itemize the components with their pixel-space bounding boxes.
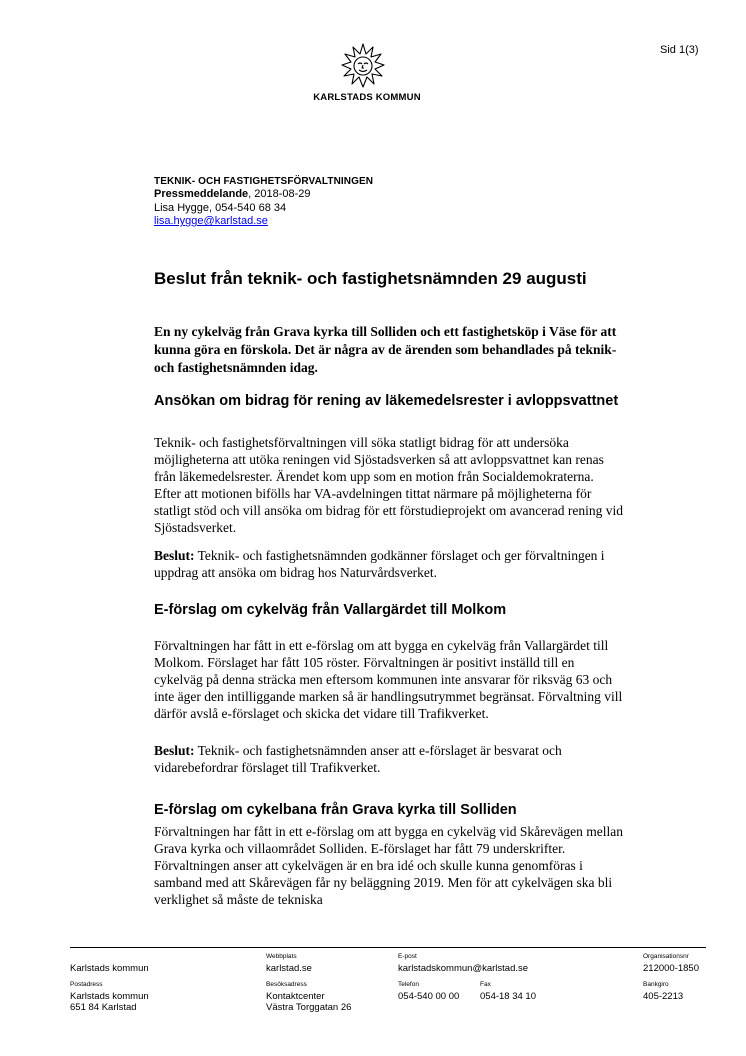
department-name: TEKNIK- OCH FASTIGHETSFÖRVALTNINGEN	[154, 176, 374, 187]
lead-paragraph: En ny cykelväg från Grava kyrka till Solliden och ett fastighetsköp i Väse för att kunna göra en förskola. Det är några av de ärenden som behandlades på teknik- och fastighetsnämnden idag.	[154, 324, 617, 375]
email-link[interactable]: lisa.hygge@karlstad.se	[154, 215, 268, 228]
section-body-3: Förvaltningen har fått in ett e-förslag om att bygga en cykelväg vid Skårevägen mellan Grava kyrka och villaområdet Solliden. E-förslaget har fått 79 underskrifter. Förvaltningen anser att cykelvägen är en bra idé och skulle kunna genomföras i samband med att Skårevägen får ny beläggning 2019. Men för att cykelvägen ska bli verklighet så måste de tekniska	[154, 824, 623, 908]
footer-post-label: Postadress	[70, 981, 103, 988]
section-decision-2	[154, 742, 624, 776]
organization-name: KARLSTADS KOMMUN	[313, 92, 421, 103]
footer-orgnr-label: Organisationsnr	[643, 953, 689, 960]
section-body-2: Förvaltningen har fått in ett e-förslag om att bygga en cykelväg från Vallargärdet till Molkom. Förslaget har fått 105 röster. Förvaltningen är positivt inställd till en cykelväg på denna sträcka men eftersom kommunen inte ansvarar för riksväg 63 och inte äger den intilliggande marken så är handlingsutrymmet begränsat. Förvaltning vill därför avslå e-förslaget och skicka det vidare till Trafikverket.	[154, 638, 623, 722]
footer-web-label: Webbplats	[266, 953, 297, 960]
press-line	[154, 188, 674, 201]
contact-info: Lisa Hygge, 054-540 68 34	[154, 201, 287, 214]
press-header	[154, 175, 674, 229]
footer-name: Karlstads kommun	[70, 963, 149, 974]
section-decision-1	[154, 547, 624, 581]
footer-email-label: E-post	[398, 953, 417, 960]
footer-post-line2: 651 84 Karlstad	[70, 1002, 137, 1013]
footer-visit-line2: Västra Torggatan 26	[266, 1002, 352, 1013]
page-number: Sid 1(3)	[660, 44, 699, 56]
decision-label: Beslut:	[154, 743, 195, 758]
section-heading-3: E-förslag om cykelbana från Grava kyrka till Solliden	[154, 802, 517, 818]
press-label: Pressmeddelande	[154, 188, 249, 201]
footer-phone-label: Telefon	[398, 981, 419, 988]
footer-visit-label: Besöksadress	[266, 981, 307, 988]
footer-post-line1: Karlstads kommun	[70, 991, 149, 1002]
footer-visit-line1: Kontaktcenter	[266, 991, 325, 1002]
section-body-1: Teknik- och fastighetsförvaltningen vill söka statligt bidrag för att undersöka möjligheterna att utöka reningen vid Sjöstadsverken så att avloppsvattnet kan renas från läkemedelsrester. Ärendet kom upp som en motion från Socialdemokraterna. Efter att motionen bifölls har VA-avdelningen tittat närmare på möjligheterna för statligt stöd och vill ansöka om bidrag för ett förstudieprojekt om avancerad rening vid Sjöstadsverket.	[154, 435, 624, 536]
footer-fax-value: 054-18 34 10	[480, 991, 536, 1002]
footer-orgnr-value: 212000-1850	[643, 963, 699, 974]
sun-face-logo-icon	[340, 42, 386, 90]
section-heading-1: Ansökan om bidrag för rening av läkemedelsrester i avloppsvattnet	[154, 393, 619, 409]
footer-fax-label: Fax	[480, 981, 491, 988]
page-title: Beslut från teknik- och fastighetsnämnden 29 augusti	[154, 269, 587, 288]
footer-bankgiro-value: 405-2213	[643, 991, 684, 1002]
footer-email-link[interactable]: karlstadskommun@karlstad.se	[398, 963, 529, 974]
footer-bankgiro-label: Bankgiro	[643, 981, 669, 988]
press-date: , 2018-08-29	[248, 188, 311, 201]
footer-phone-value: 054-540 00 00	[398, 991, 460, 1002]
decision-text: Teknik- och fastighetsnämnden godkänner förslaget och ger förvaltningen i uppdrag att ansöka om bidrag hos Naturvårdsverket.	[154, 548, 605, 581]
footer-web-link[interactable]: karlstad.se	[266, 963, 312, 974]
footer-divider	[70, 947, 706, 948]
decision-label: Beslut:	[154, 548, 195, 563]
decision-text: Teknik- och fastighetsnämnden anser att e-förslaget är besvarat och vidarebefordrar förslaget till Trafikverket.	[154, 743, 562, 776]
section-heading-2: E-förslag om cykelväg från Vallargärdet till Molkom	[154, 602, 507, 618]
